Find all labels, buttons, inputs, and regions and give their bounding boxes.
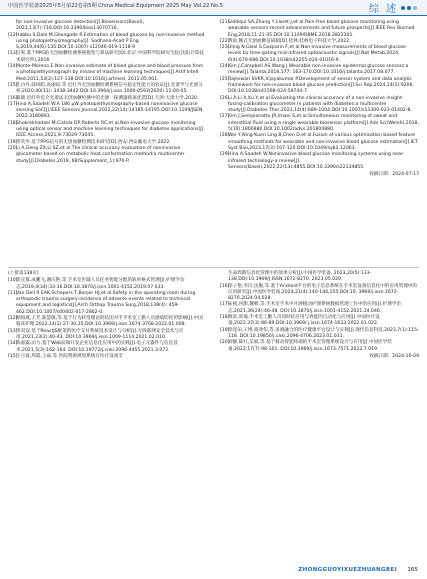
reference-number: [19] <box>8 139 18 145</box>
reference-text: 孔丹丹,韩珂皓,高丽琼,等.近红外无创血糖检测系统信号稳定性能力的验证[J].光谱学与光谱分析,2020,40(11): 3438-3442.DOI:10.3964/j.issn.1000-0593(2020) 11-00-05. <box>16 82 203 95</box>
reference-entry <box>220 133 419 152</box>
reference-entry <box>220 152 419 171</box>
reference-number: [29] <box>220 152 230 158</box>
reference-number: [16] <box>220 283 230 289</box>
reference-text: Hina A,Saadeh W.Noninvasive blood glucose monitoring systems using near-infrared technology-a review[J]. Sensors(Basel),2022,22(13):4855.DOI:10.3390/s22134855. <box>228 152 405 170</box>
reference-text: 李笑申.基于PPG信号的无创血糖检测技术研究[D].西安:西安邮电大学,2022. <box>16 139 171 145</box>
reference-entry <box>8 329 206 342</box>
reference-entry <box>220 315 419 328</box>
reference-text: Hina A,Saadeh W.A 186 μW photoplethysmography-based noninvasive glucose sensing SoC[J].IEEE Sensors Journal,2022,22(14):14185-14195.DOI:10.1109/JSEN. 2022.3180893. <box>16 101 204 120</box>
reference-number: [17] <box>8 101 18 107</box>
reference-entry <box>220 271 419 284</box>
reference-text: 王月波,周霞,王焱,等.医院资源规划系统在医疗设备全 <box>16 353 123 359</box>
reference-text: 徐宽田,王博,商效伟,等.多端融合的医疗健康平台设计与实现[J].现代信息科技,2023,7(1):115-118. DOI:10.19850/j.cnki.2096-4706.2023.01.031. <box>228 327 419 339</box>
reference-number: [15] <box>8 353 18 359</box>
reference-entry <box>220 328 419 341</box>
reference-number: [20] <box>220 340 230 346</box>
reference-text: 徐子艳,李玲,沈舰,等.基于Android平台的电子信息系统在手术室设备信息化中的应用管理中的应用研究[J].中国医学装备,2024,21(4):140-144,155.DOI:10. 3969/j.issn.1672-8270.2024.04.028. <box>228 283 417 302</box>
reference-entry <box>220 340 419 353</box>
section-divider <box>8 267 419 268</box>
reference-number: [19] <box>220 327 230 333</box>
reference-entry <box>8 33 206 52</box>
reference-entry <box>8 83 206 96</box>
reference-text: Li A,Geng ZX,Li SZ,et al.The clinical accuracy evaluation of noninvasive glucometer based on metabolic heat conformation method:a multicenter study[J].Diabetes,2019, 68(Supplement_1):970-P. <box>16 145 185 164</box>
reference-text: 马爽.基于PPG的无创血糖检测系统模型与算法研究[D].北京:中国科学院研究生院(沈阳计算技术研究所),2016. <box>16 51 204 63</box>
reference-number: [26] <box>220 95 230 101</box>
reference-entry <box>8 278 206 291</box>
top-left-reference-column <box>8 20 206 165</box>
reference-text: Kim J,Sempionatto JR,Imani S,et al.Simultaneous monitoring of sweat and interstitial fluid using a single wearable biosensor platform[J].Adv Sci(Weinh),2018, 5(10):1800880.DOI:10.1002/advs.201800880. <box>228 114 419 133</box>
reference-entry <box>220 284 419 303</box>
reference-text: 李双双.基于ReactJS框架的医疗支付系统技术设计与分析[J].无线联网安全技术与应用,2021,23(2):40-43. DOI:10.3969/j.issn.1009-1114.2021.02.010. <box>16 328 184 340</box>
reference-number: [22] <box>220 38 230 44</box>
reference-text: 陈嘉霖,田力.基于Web前端开发企业信息化应用中的实践[J].电子元器件与信息技术,2021,5(3):162-164. DOI:10.19772/j.cnki.2096-4455.2021.3.072. <box>16 341 178 353</box>
reference-number: [13] <box>8 51 18 57</box>
reference-entry <box>8 291 206 316</box>
reference-number: [28] <box>220 133 230 139</box>
section-tag <box>369 1 417 14</box>
section-label: 综 述 <box>368 4 398 15</box>
reference-number: [23] <box>220 45 230 51</box>
reference-number: [27] <box>220 114 230 120</box>
reference-number: [17] <box>220 302 230 308</box>
continuation-note: (上接第138页) <box>8 271 39 276</box>
reference-text: Siddiqui SA,Zhang Y,Lloret J,et al.Pain-free blood glucose monitoring using wearable sensors:recent advancements and future prospects[J].IEEE Rev Biomed Eng,2018,11:21-35.DOI:10.1109/RBME.2018.2822301. <box>228 20 415 38</box>
reference-entry <box>8 102 206 121</box>
reference-entry <box>8 316 206 329</box>
reference-text: Li A,Li X,Xu Y,et al.Evaluating the clinical accuracy of a non-invasive insight-fusing-calibration glucometer in patients with diabetes:a multicentre study[J].Diabetes Ther,2023,14(4):689-1004.DOI:10.1007/s13300-023-01402-8. <box>228 95 412 114</box>
reference-text: for non-invasive glucose detection[J].Biosensors(Basel), 2023,13(7):716.DOI:10.3390/bios13070716. <box>16 20 145 32</box>
reference-entry <box>8 354 206 360</box>
reference-entry <box>220 114 419 133</box>
reference-entry <box>8 146 206 165</box>
reference-entry <box>8 51 206 64</box>
decorative-dots-icon <box>401 6 417 10</box>
reference-text: Ulnig N,Glasl S,Gasparin F,et al.Non-invasive measurements of blood glucose levels by time-gating mid-infrared optoacoustic signals[J].Nat Metab,2024, 6(4):678-686.DOI:10.1038/s42255-024-01016-9. <box>228 45 406 63</box>
reference-number: [18] <box>220 315 230 321</box>
reference-text: 黄滨,周瑜.手术室工勤人员同时结应用与效能的自动化与应用[J].中国医疗设备,2022,37(3):86-89.DOI:10.3969/ j.issn.1674-1633.2022.01.022. <box>228 315 380 327</box>
top-right-reference-column <box>220 20 419 178</box>
reference-entry <box>220 45 419 64</box>
reference-text: Monte-Moreno E.Non-invasive estimate of blood glucose and blood pressure from a photoplethysmograph by means of machine learning techniques[J].Artif Intell Med,2011,53(2):127-138.DOI:10.1016/j.artmed. 2011.05.001. <box>16 64 204 82</box>
reference-entry <box>220 64 419 77</box>
reference-text: 生命周期信息化管理中的效果分析[J].中国医学装备, 2023,20(5):133-138.DOI:10.3969/J.ISSN.1672-8270. 2023.05.029. <box>228 271 372 283</box>
reference-number: [20] <box>8 145 18 151</box>
reference-number: [24] <box>220 64 230 70</box>
reference-number: [10] <box>8 278 18 284</box>
reference-entry <box>220 96 419 115</box>
reference-number: [12] <box>8 316 18 322</box>
reference-number: [11] <box>8 290 18 296</box>
received-date: 收稿日期：2024-07-17 <box>369 172 419 178</box>
reference-entry <box>8 64 206 83</box>
reference-number: [14] <box>8 64 18 70</box>
reference-number: [12] <box>8 32 18 38</box>
reference-text: 顾海燕,王芳,陈慧敏,等.基于行为转变理论的结团对手手术室工勤人员感染防控的影响[J].中国临床护理,2022,14(1):27-30,35.DOI:10.3969/j.issn.1674-3768.2022.01.008. <box>16 316 203 328</box>
reference-text: 葛晓.近红外近介光谱法无创血糖检测中的光源一探测器距离优选[D].天津:天津大学,2020. <box>16 95 199 101</box>
reference-entry <box>8 121 206 140</box>
reference-entry <box>220 77 419 96</box>
page-number: 165 <box>407 567 418 573</box>
reference-text: 黄雨.腕式无创血糖仪研制[D].桂林:桂林电子科技大学,2022. <box>228 38 351 44</box>
reference-number: [25] <box>220 76 230 82</box>
received-date: 收稿日期：2024-10-09 <box>369 353 419 359</box>
reference-text: Wei Y,Ning-Kuen Ling B,Chen D,et al.Fusion of various optimisation based feature smoothing methods for wearable and non-invasive blood glucose estimation[J].IET Syst Biol,2023,17(3):107-120.DOI:10.1049/syb2.12063. <box>228 133 418 151</box>
reference-text: Kim J,Campbell AS,Wang J.Wearable non-invasive epidermal glucose sensors:a review[J].Talanta,2018,177: 163-170.DOI:10.1016/j.talanta.2017.08.077. <box>228 64 409 76</box>
reference-entry <box>8 20 206 33</box>
reference-text: Van Dell R EAK,Schepers T,Bonjer HJ,et al.Safety in the operating room during orthopedic trauma surgery-incidence of adverse events related to technical equipment and logistics[J].Arch Orthop Trauma Surg,2018,138(4): 459-462.DOI:10.1007/s00402-017-2862-0. <box>16 290 196 315</box>
footer-journal-brand: ZHONGGUOYIXUEZHUANGBEI <box>298 567 397 573</box>
reference-number: [21] <box>220 20 230 25</box>
reference-text: 宋祯,何甜,魏朝,等.手术室手术中开展移动护理系统数据管理工作中的应用[J].护理学杂志,2021,36(24):46-48. DOI:10.3870/j.issn.1001-4152.2021.24.046. <box>228 302 402 314</box>
page-header <box>0 0 427 16</box>
reference-text: 贺宣群,成鹏飞,谢庆艳,等.手术室医辅人员任务智能分配的轨单格式管理[J].护理学杂志,2019,4(34):33-36.DOI:10.3870/j.issn.1001-4152.2019.07.033. <box>16 278 185 290</box>
reference-entry <box>220 20 419 39</box>
reference-text: Rajeswari SVKR,Vijayakumar P.Development of sensor system and data analytic framework for non-invasive blood glucose prediction[J].Sci Rep,2024,14(1):9206. DOI:10.1038/s41598-024-59744-7. <box>228 76 414 95</box>
reference-text: Shokrekhodaei M,Cistola DP,Roberts RC,et al.Non-invasive glucose monitoring using optical sensor and machine learning techniques for diabetes applications[J]. IEEE Access,2021,9:73029-73045. <box>16 120 205 139</box>
reference-number: [15] <box>8 82 18 88</box>
reference-entry <box>8 341 206 354</box>
reference-entry <box>220 302 419 315</box>
bottom-left-reference-column <box>8 271 206 360</box>
reference-number: [14] <box>8 341 18 347</box>
reference-text: 刘静,陈红,吴斌,等.基于移动智能终端的手术室管理系统设计与应用[J].中国医学装备,2022,17(7):98-101. DOI:10.3969/j.issn.1673-7571.2022.7.019. <box>228 340 392 352</box>
reference-number: [16] <box>8 95 18 101</box>
bottom-right-reference-column <box>220 271 419 360</box>
reference-text: Habbu S,Dale M,Ghongade R.Estimation of blood glucose by non-invasive method using photoplethysmography[J]. Sadhana-Acad P Eng S,2019,44(6):135.DOI:10.1007/ s12046-019-1118-9 <box>16 32 205 51</box>
reference-number: [13] <box>8 328 18 334</box>
reference-number: [18] <box>8 120 18 126</box>
journal-running-head: 中国医学装备2025年5月第22卷第5期 China Medical Equipment 2025 May Vol.22 No.5 <box>8 3 223 9</box>
